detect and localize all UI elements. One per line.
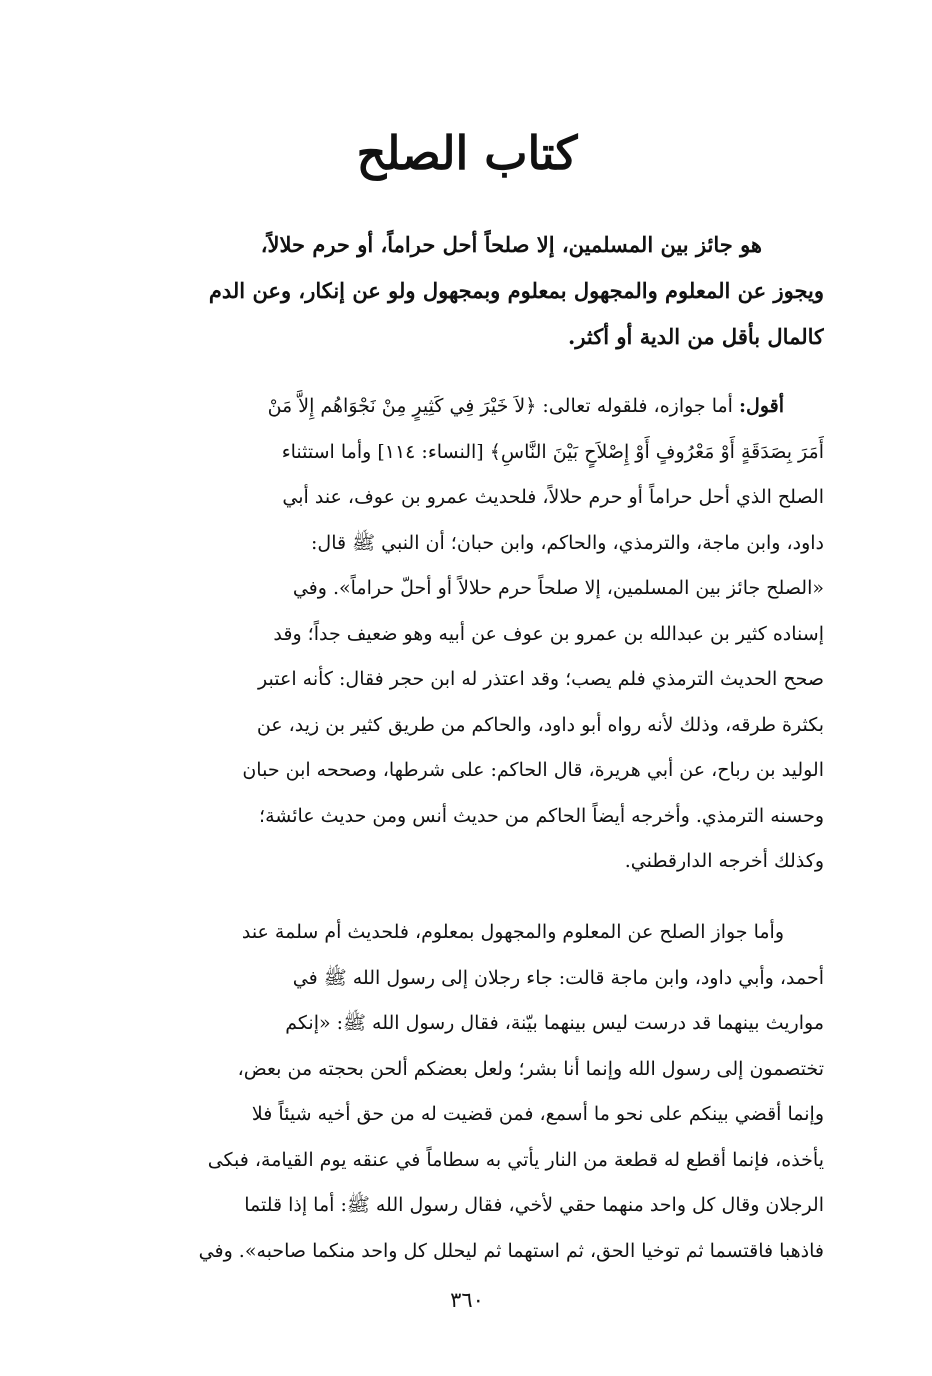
commentary-paragraph — [110, 384, 824, 885]
commentary-line: وحسنه الترمذي. وأخرجه أيضاً الحاكم من حديث أنس ومن حديث عائشة؛ — [259, 804, 824, 827]
commentary-line: بكثرة طرقه، وذلك لأنه رواه أبو داود، والحاكم من طريق كثير بن زيد، عن — [256, 713, 824, 736]
commentary-line: الوليد بن رباح، عن أبي هريرة، قال الحاكم: على شرطها، وصححه ابن حبان — [242, 759, 824, 781]
commentary-line: أحمد، وأبي داود، وابن ماجة قالت: جاء رجلان إلى رسول الله ﷺ في — [292, 966, 824, 989]
commentary-line: تختصمون إلى رسول الله وإنما أنا بشر؛ ولعل بعضكم ألحن بحجته من بعض، — [237, 1057, 824, 1080]
matn-line: هو جائز بين المسلمين، إلا صلحاً أحل حراماً، أو حرم حلالاً، — [260, 232, 762, 257]
commentary-line: الصلح الذي أحل حراماً أو حرم حلالاً، فلحديث عمرو بن عوف، عند أبي — [282, 486, 824, 508]
commentary-line: يأخذه، فإنما أقطع له قطعة من النار يأتي به سطاماً في عنقه يوم القيامة، فبكى — [207, 1148, 824, 1171]
matn-text — [110, 222, 824, 360]
commentary-label: أقول: — [739, 395, 784, 417]
commentary-line: وكذلك أخرجه الدارقطني. — [624, 850, 824, 872]
commentary-line: فاذهبا فاقتسما ثم توخيا الحق، ثم استهما ثم ليحلل كل واحد منكما صاحبه». وفي — [198, 1239, 824, 1262]
commentary-line-text: أما جوازه، فلقوله تعالى: ﴿لاَ خَيْرَ فِي كَثِيرٍ مِنْ نَجْوَاهُم إِلاَّ مَنْ — [267, 395, 733, 417]
page-number: ٣٦٠ — [450, 1288, 484, 1312]
commentary-line: وأما جواز الصلح عن المعلوم والمجهول بمعلوم، فلحديث أم سلمة عند — [241, 921, 784, 943]
commentary-line: وإنما أقضي بينكم على نحو ما أسمع، فمن قضيت له من حق أخيه شيئاً فلا — [251, 1103, 824, 1125]
commentary-line: أَمَرَ بِصَدَقَةٍ أَوْ مَعْرُوفٍ أَوْ إِصْلاَحٍ بَيْنَ النَّاسِ﴾ [النساء: ١١٤] وأما استثناء — [281, 440, 824, 463]
commentary-line: «الصلح جائز بين المسلمين، إلا صلحاً حرم حلالاً أو أحلّ حراماً». وفي — [292, 577, 824, 599]
commentary-line: داود، وابن ماجة، والترمذي، والحاكم، وابن حبان؛ أن النبي ﷺ قال: — [311, 531, 824, 554]
commentary-line: إسناده كثير بن عبدالله بن عمرو بن عوف عن أبيه وهو ضعيف جداً؛ وقد — [273, 622, 824, 645]
commentary-line: صحح الحديث الترمذي فلم يصب؛ وقد اعتذر له ابن حجر فقال: كأنه اعتبر — [258, 668, 824, 690]
matn-line: ويجوز عن المعلوم والمجهول بمعلوم وبمجهول ولو عن إنكار، وعن الدم — [208, 278, 824, 303]
commentary-line: الرجلان وقال كل واحد منهما حقي لأخي، فقال رسول الله ﷺ: أما إذا قلتما — [244, 1194, 824, 1216]
book-page — [110, 0, 824, 1376]
matn-line: كالمال بأقل من الدية أو أكثر. — [568, 324, 824, 349]
commentary-paragraph-2 — [110, 910, 824, 1274]
commentary-line: مواريث بينهما قد درست ليس بينهما بيّنة، فقال رسول الله ﷺ: «إنكم — [285, 1012, 824, 1034]
chapter-title: كتاب الصلح — [356, 126, 578, 180]
commentary-line — [110, 384, 824, 430]
